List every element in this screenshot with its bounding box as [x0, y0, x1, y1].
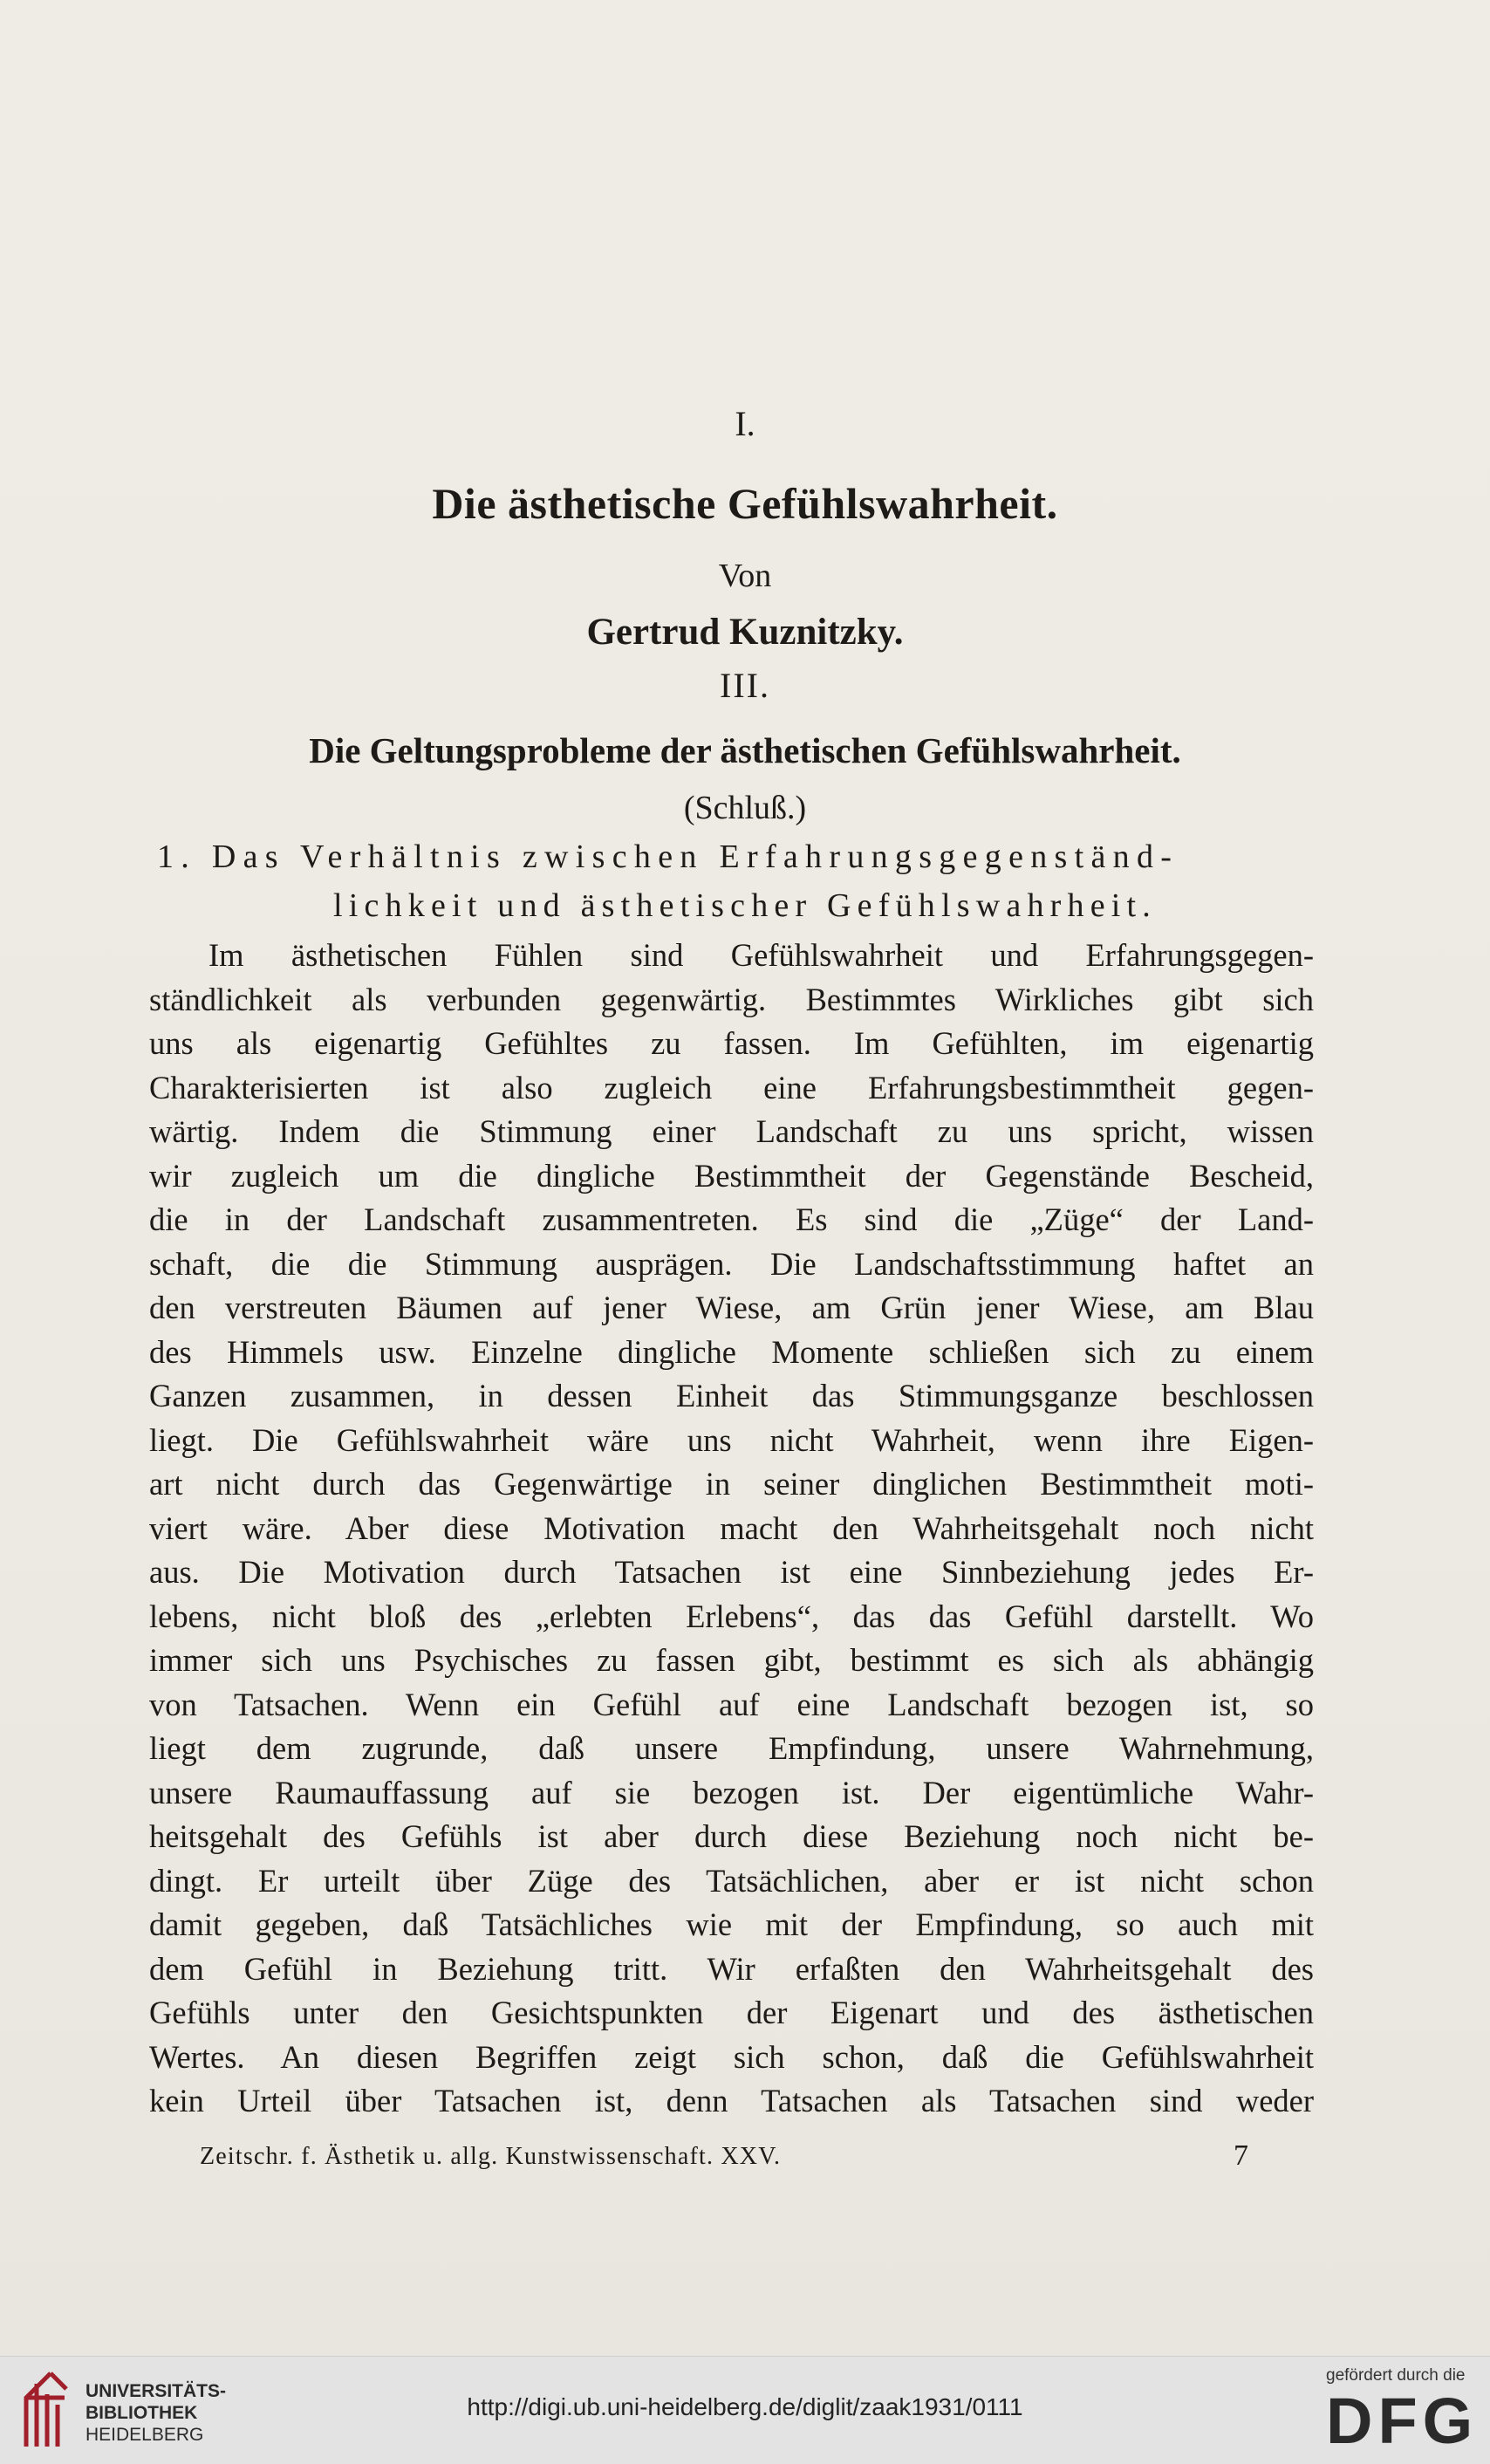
text-line: wärtig. Indem die Stimmung einer Landschaft zu uns spricht, wissen	[149, 1113, 1314, 1149]
text-line: Im ästhetischen Fühlen sind Gefühlswahrheit und Erfahrungsgegen-	[208, 937, 1314, 973]
text-line: die in der Landschaft zusammentreten. Es sind die „Züge“ der Land-	[149, 1201, 1314, 1237]
permalink-url[interactable]: http://digi.ub.uni-heidelberg.de/diglit/zaak1931/0111	[467, 2393, 1023, 2420]
text-line: heitsgehalt des Gefühls ist aber durch diese Beziehung noch nicht be-	[149, 1818, 1314, 1854]
text-line: des Himmels usw. Einzelne dingliche Momente schließen sich zu einem	[149, 1333, 1314, 1370]
conclusion-note: (Schluß.)	[683, 790, 807, 826]
text-line: lebens, nicht bloß des „erlebten Erlebens“, das das Gefühl darstellt. Wo	[149, 1598, 1314, 1634]
text-line: liegt. Die Gefühlswahrheit wäre uns nicht Wahrheit, wenn ihre Eigen-	[149, 1421, 1314, 1458]
text-line: viert wäre. Aber diese Motivation macht den Wahrheitsgehalt noch nicht	[149, 1509, 1314, 1546]
author-name: Gertrud Kuznitzky.	[586, 612, 904, 653]
text-line: Charakterisierten ist also zugleich eine Erfahrungsbestimmtheit gegen-	[149, 1069, 1314, 1105]
ub-line-3: HEIDELBERG	[85, 2425, 204, 2445]
text-line: aus. Die Motivation durch Tatsachen ist eine Sinnbeziehung jedes Er-	[149, 1554, 1314, 1590]
text-line: unsere Raumauffassung auf sie bezogen ist. Der eigentümliche Wahr-	[149, 1774, 1314, 1810]
text-line: liegt dem zugrunde, daß unsere Empfindung, unsere Wahrnehmung,	[149, 1730, 1314, 1766]
text-line: wir zugleich um die dingliche Bestimmtheit der Gegenstände Bescheid,	[149, 1157, 1314, 1194]
text-line: damit gegeben, daß Tatsächliches wie mit der Empfindung, so auch mit	[149, 1906, 1314, 1942]
text-line: dem Gefühl in Beziehung tritt. Wir erfaßten den Wahrheitsgehalt des	[149, 1950, 1314, 1987]
dfg-logo[interactable]: DFG	[1326, 2385, 1479, 2457]
page-number: 7	[1234, 2139, 1248, 2172]
text-line: kein Urteil über Tatsachen ist, denn Tatsachen als Tatsachen sind weder	[149, 2083, 1314, 2118]
body-paragraph	[149, 934, 1314, 2124]
byline-von: Von	[718, 558, 772, 594]
text-line: den verstreuten Bäumen auf jener Wiese, am Grün jener Wiese, am Blau	[149, 1290, 1314, 1325]
ub-line-1: UNIVERSITÄTS-	[85, 2381, 227, 2401]
text-line: dingt. Er urteilt über Züge des Tatsächlichen, aber er ist nicht schon	[149, 1862, 1314, 1899]
text-line: uns als eigenartig Gefühltes zu fassen. Im Gefühlten, im eigenartig	[149, 1025, 1314, 1061]
part-title: Die Geltungsprobleme der ästhetischen Gefühlswahrheit.	[309, 730, 1181, 770]
text-line: immer sich uns Psychisches zu fassen gibt, bestimmt es sich als abhängig	[149, 1642, 1314, 1678]
text-line: von Tatsachen. Wenn ein Gefühl auf eine Landschaft bezogen ist, so	[149, 1686, 1314, 1722]
article-title: Die ästhetische Gefühlswahrheit.	[432, 479, 1058, 528]
part-number: III.	[720, 666, 770, 705]
section-heading-line1: 1. Das Verhältnis zwischen Erfahrungsgegenständ-	[157, 838, 1179, 875]
article-number: I.	[735, 404, 755, 443]
journal-footer: Zeitschr. f. Ästhetik u. allg. Kunstwissenschaft. XXV.	[200, 2143, 782, 2170]
text-line: Wertes. An diesen Begriffen zeigt sich schon, daß die Gefühlswahrheit	[149, 2038, 1314, 2075]
text-line: Gefühls unter den Gesichtspunkten der Eigenart und des ästhetischen	[149, 1995, 1314, 2030]
text-line: ständlichkeit als verbunden gegenwärtig. Bestimmtes Wirkliches gibt sich	[149, 981, 1314, 1017]
text-line: Ganzen zusammen, in dessen Einheit das Stimmungsganze beschlossen	[149, 1378, 1314, 1413]
text-line: art nicht durch das Gegenwärtige in seiner dinglichen Bestimmtheit moti-	[149, 1466, 1314, 1502]
funding-note: gefördert durch die	[1326, 2366, 1466, 2385]
text-line: schaft, die die Stimmung ausprägen. Die Landschaftsstimmung haftet an	[149, 1245, 1314, 1282]
section-heading-line2: lichkeit und ästhetischer Gefühlswahrheit.	[333, 887, 1157, 924]
ub-line-2: BIBLIOTHEK	[85, 2403, 198, 2423]
